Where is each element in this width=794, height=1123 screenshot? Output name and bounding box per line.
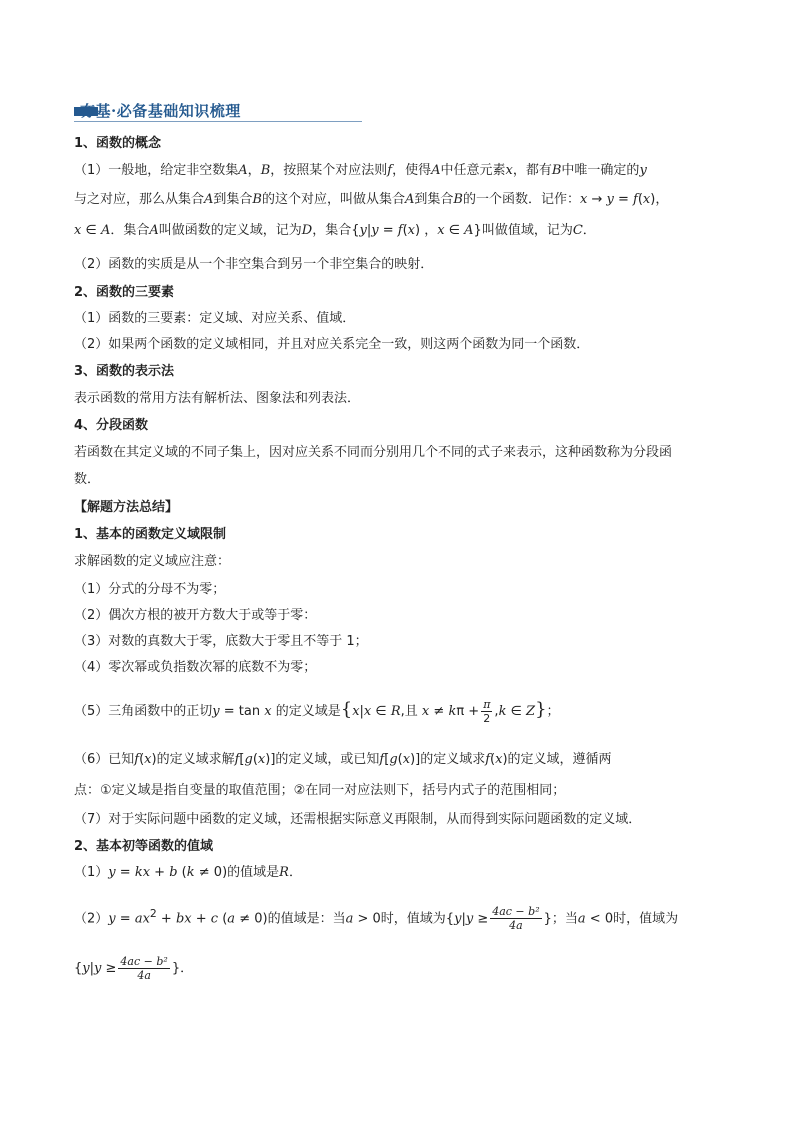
heading-domain-limits: 1、基本的函数定义域限制 [74, 527, 227, 542]
heading-method-summary: 【解题方法总结】 [74, 500, 179, 515]
heading-three-elements: 2、函数的三要素 [74, 285, 175, 300]
heading-value-range: 2、基本初等函数的值域 [74, 839, 214, 854]
s4-line1: 若函数在其定义域的不同子集上，因对应关系不同而分别用几个不同的式子来表示，这种函数称为分段函 [74, 445, 673, 460]
t1-intro: 求解函数的定义域应注意： [74, 554, 231, 569]
s1-line2: 与之对应，那么从集合A到集合B的这个对应，叫做从集合A到集合B的一个函数．记作：x → y = f(x)， [74, 192, 669, 207]
s1-line1: （1）一般地，给定非空数集A，B，按照某个对应法则f，使得A中任意元素x，都有B中唯一确定的y [74, 163, 647, 178]
range-fraction-1: $\frac{\text{4ac − b²}}{4a}$ [492, 905, 540, 933]
t2-item1: （1）y = kx + b (k ≠ 0)的值域是R． [74, 865, 302, 880]
t1-item2: （2）偶次方根的被开方数大于或等于零： [74, 608, 317, 623]
banner-rule [74, 121, 362, 122]
t1-item3: （3）对数的真数大于零，底数大于零且不等于 1； [74, 634, 368, 649]
heading-representation: 3、函数的表示法 [74, 364, 175, 379]
t1-item6-cont: 点：①定义域是指自变量的取值范围；②在同一对应法则下，括号内式子的范围相同； [74, 783, 566, 798]
s2-line2: （2）如果两个函数的定义域相同，并且对应关系完全一致，则这两个函数为同一个函数． [74, 337, 590, 352]
s2-line1: （1）函数的三要素：定义域、对应关系、值域． [74, 311, 356, 326]
pi-over-two: $\frac{\pi}{2}$ [483, 698, 491, 725]
t1-item7: （7）对于实际问题中函数的定义域，还需根据实际意义再限制，从而得到实际问题函数的定义域． [74, 812, 642, 827]
s4-line2: 数． [74, 472, 101, 487]
heading-function-concept: 1、函数的概念 [74, 136, 162, 151]
t1-item6: （6）已知f(x)的定义域求解f[g(x)]的定义域，或已知f[g(x)]的定义域求f(x)的定义域，遵循两 [74, 752, 612, 767]
t1-item4: （4）零次幂或负指数次幂的底数不为零； [74, 660, 317, 675]
t2-item2-cont: {y|y ≥ $\frac{\text{4ac − b²}}{4a}$ }． [74, 955, 194, 982]
range-fraction-2: $\frac{\text{4ac − b²}}{4a}$ [120, 955, 168, 982]
s1-line4: （2）函数的实质是从一个非空集合到另一个非空集合的映射． [74, 257, 434, 272]
heading-piecewise: 4、分段函数 [74, 418, 149, 433]
t1-item1: （1）分式的分母不为零； [74, 582, 226, 597]
banner-title: 夯基·必备基础知识梳理 [80, 102, 241, 120]
t1-item5: （5）三角函数中的正切y = tan x 的定义域是{x|x ∈ R,且 x ≠ kπ + $\frac{\pi}{2}$ ,k ∈ Z}； [74, 698, 560, 725]
s1-line3: x ∈ A．集合A叫做函数的定义域，记为D，集合{y|y = f(x) ，x ∈ A}叫做值域，记为C． [74, 223, 596, 238]
section-banner [74, 100, 362, 122]
t2-item2: $(2)y = ax^2$ + bx + c (a ≠ 0)的值域是：当a > 0时，值域为{y|y ≥ $\frac{\text{4ac − b²}}{4a}$ }；当a < 0时，值域为 [74, 905, 679, 933]
s3-line1: 表示函数的常用方法有解析法、图象法和列表法． [74, 391, 361, 406]
